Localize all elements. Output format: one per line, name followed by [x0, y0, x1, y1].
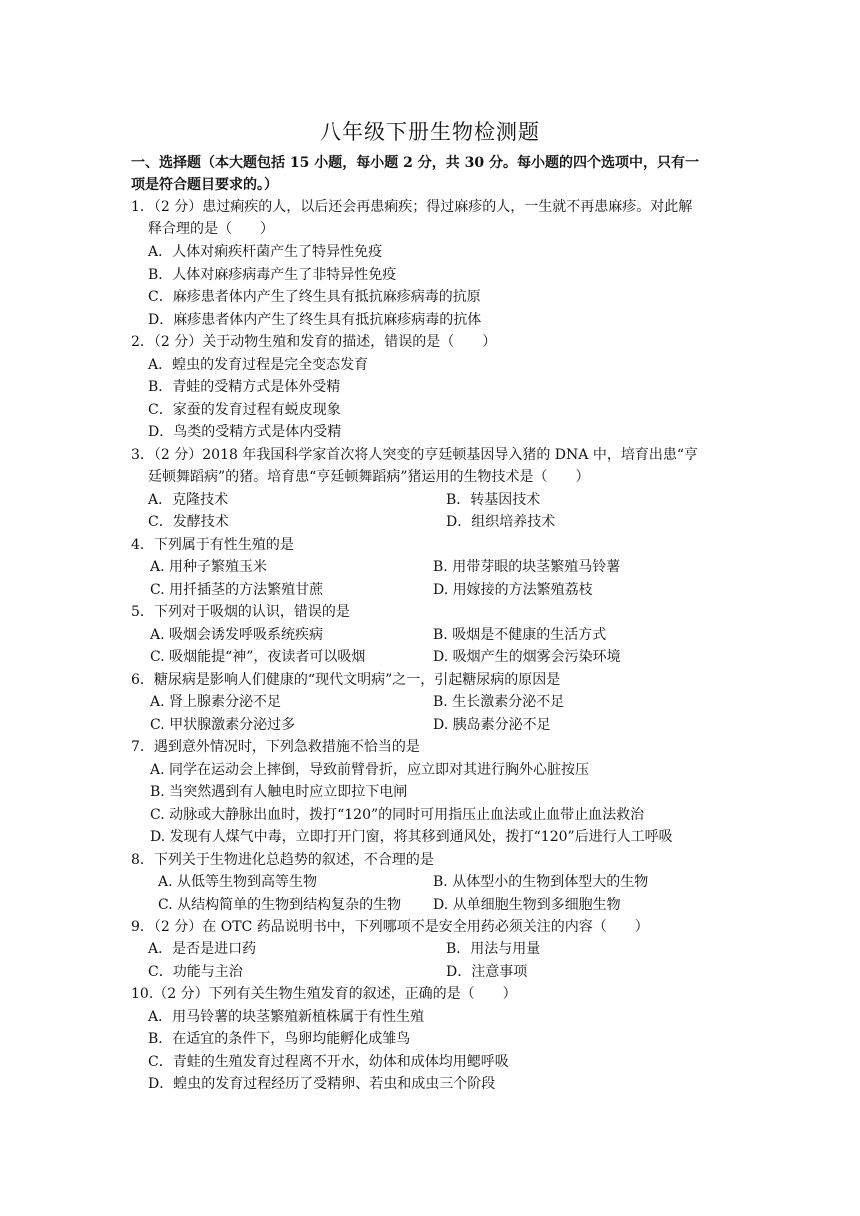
question-3-stem: 3．（2 分）2018 年我国科学家首次将人突变的亨廷顿基因导入猪的 DNA 中，培育出患“亨 — [131, 447, 698, 463]
question-10-option-c: C．青蛙的生殖发育过程离不开水，幼体和成体均用鳃呼吸 — [148, 1054, 509, 1070]
question-3-option-d: D．组织培养技术 — [446, 514, 556, 530]
question-4-option-b: B. 用带芽眼的块茎繁殖马铃薯 — [433, 559, 621, 575]
question-9-option-c: C．功能与主治 — [148, 964, 243, 980]
page-title: 八年级下册生物检测题 — [320, 120, 540, 144]
question-5-option-a: A. 吸烟会诱发呼吸系统疾病 — [150, 627, 324, 643]
question-6-stem: 6．糖尿病是影响人们健康的“现代文明病”之一，引起糖尿病的原因是 — [131, 672, 561, 688]
question-3-option-b: B．转基因技术 — [446, 492, 541, 508]
question-1-option-b: B．人体对麻疹病毒产生了非特异性免疫 — [148, 267, 397, 283]
question-8-option-d: D. 从单细胞生物到多细胞生物 — [433, 897, 621, 913]
question-7-option-d: D. 发现有人煤气中毒，立即打开门窗，将其移到通风处，拨打“120”后进行人工呼吸 — [150, 829, 673, 845]
question-6-option-a: A. 肾上腺素分泌不足 — [150, 694, 282, 710]
question-10-option-d: D．蝗虫的发育过程经历了受精卵、若虫和成虫三个阶段 — [148, 1076, 496, 1092]
question-5-option-c: C. 吸烟能提“神”，夜读者可以吸烟 — [150, 649, 366, 665]
question-2-option-d: D．鸟类的受精方式是体内受精 — [148, 424, 342, 440]
question-3-option-c: C．发酵技术 — [148, 514, 229, 530]
question-5-stem: 5．下列对于吸烟的认识，错误的是 — [131, 604, 350, 620]
question-9-option-b: B．用法与用量 — [446, 941, 541, 957]
question-5-option-b: B. 吸烟是不健康的生活方式 — [433, 627, 607, 643]
question-9-option-a: A．是否是进口药 — [148, 941, 257, 957]
question-2-option-b: B．青蛙的受精方式是体外受精 — [148, 379, 341, 395]
question-1-stem-cont: 释合理的是（ ） — [148, 221, 274, 237]
section-header-line-1: 一、选择题（本大题包括 15 小题，每小题 2 分，共 30 分。每小题的四个选项中，只有一 — [131, 155, 699, 171]
question-4-option-a: A. 用种子繁殖玉米 — [150, 559, 268, 575]
question-2-stem: 2．（2 分）关于动物生殖和发育的描述，错误的是（ ） — [131, 334, 497, 350]
question-1-stem: 1．（2 分）患过痢疾的人，以后还会再患痢疾；得过麻疹的人，一生就不再患麻疹。对此解 — [131, 199, 693, 215]
question-10-option-b: B．在适宜的条件下，鸟卵均能孵化成雏鸟 — [148, 1031, 411, 1047]
question-8-option-a: A. 从低等生物到高等生物 — [158, 874, 318, 890]
question-3-option-a: A．克隆技术 — [148, 492, 229, 508]
question-3-stem-cont: 廷顿舞蹈病”的猪。培育患“亨廷顿舞蹈病”猪运用的生物技术是（ ） — [148, 469, 590, 485]
question-5-option-d: D. 吸烟产生的烟雾会污染环境 — [433, 649, 621, 665]
question-1-option-a: A．人体对痢疾杆菌产生了特异性免疫 — [148, 244, 383, 260]
question-9-stem: 9．（2 分）在 OTC 药品说明书中，下列哪项不是安全用药必须关注的内容（ ） — [131, 919, 649, 935]
question-10-option-a: A．用马铃薯的块茎繁殖新植株属于有性生殖 — [148, 1009, 425, 1025]
question-8-stem: 8．下列关于生物进化总趋势的叙述，不合理的是 — [131, 852, 434, 868]
question-8-option-c: C. 从结构简单的生物到结构复杂的生物 — [158, 897, 402, 913]
question-6-option-c: C. 甲状腺激素分泌过多 — [150, 717, 296, 733]
question-10-stem: 10.（2 分）下列有关生物生殖发育的叙述，正确的是（ ） — [131, 986, 517, 1002]
question-2-option-c: C．家蚕的发育过程有蜕皮现象 — [148, 402, 341, 418]
question-6-option-b: B. 生长激素分泌不足 — [433, 694, 565, 710]
question-7-option-b: B. 当突然遇到有人触电时应立即拉下电闸 — [150, 784, 408, 800]
question-7-stem: 7．遇到意外情况时，下列急救措施不恰当的是 — [131, 739, 420, 755]
question-4-option-d: D. 用嫁接的方法繁殖荔枝 — [433, 582, 593, 598]
section-header-line-2: 项是符合题目要求的。） — [131, 177, 278, 193]
question-7-option-c: C. 动脉或大静脉出血时，拨打“120”的同时可用指压止血法或止血带止血法救治 — [150, 807, 645, 823]
question-1-option-c: C．麻疹患者体内产生了终生具有抵抗麻疹病毒的抗原 — [148, 289, 481, 305]
question-2-option-a: A．蝗虫的发育过程是完全变态发育 — [148, 357, 369, 373]
question-1-option-d: D．麻疹患者体内产生了终生具有抵抗麻疹病毒的抗体 — [148, 312, 482, 328]
question-8-option-b: B. 从体型小的生物到体型大的生物 — [433, 874, 649, 890]
question-4-stem: 4．下列属于有性生殖的是 — [131, 537, 294, 553]
question-4-option-c: C. 用扦插茎的方法繁殖甘蔗 — [150, 582, 324, 598]
question-9-option-d: D．注意事项 — [446, 964, 528, 980]
question-6-option-d: D. 胰岛素分泌不足 — [433, 717, 551, 733]
question-7-option-a: A. 同学在运动会上摔倒，导致前臂骨折，应立即对其进行胸外心脏按压 — [150, 762, 590, 778]
